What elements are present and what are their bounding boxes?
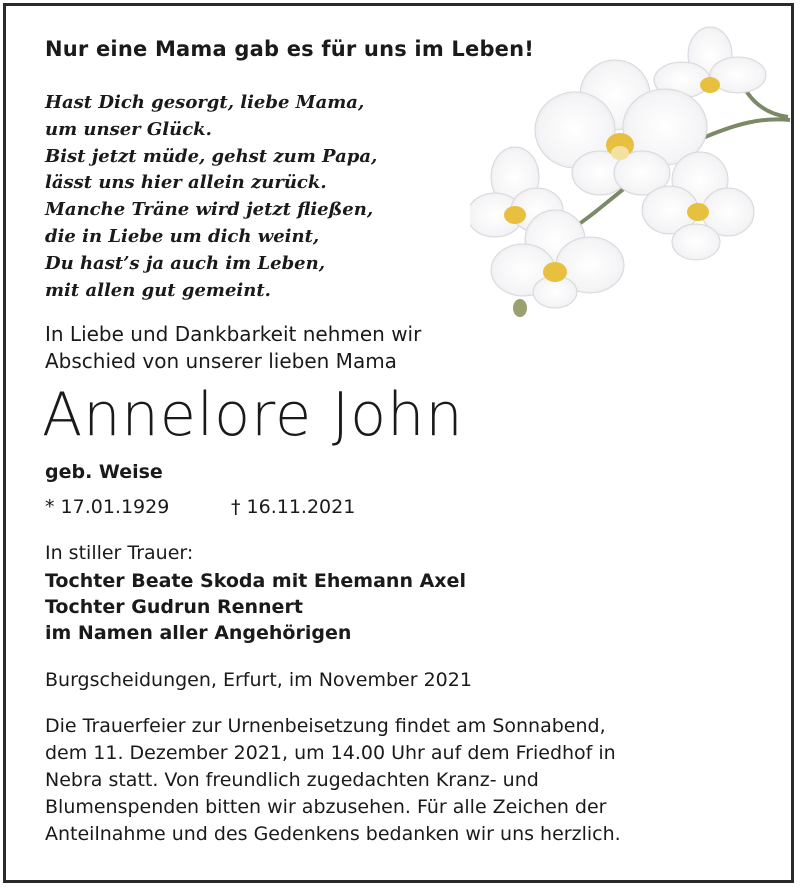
notice-line: Die Trauerfeier zur Urnenbeisetzung findet am Sonnabend,	[45, 715, 606, 737]
poem	[45, 90, 377, 304]
notice-line: dem 11. Dezember 2021, um 14.00 Uhr auf dem Friedhof in	[45, 742, 616, 764]
birth-date: * 17.01.1929	[45, 496, 170, 518]
poem-line: die in Liebe um dich weint,	[45, 225, 320, 247]
poem-line: lässt uns hier allein zurück.	[45, 172, 327, 194]
notice-line: Nebra statt. Von freundlich zugedachten Kranz- und	[45, 769, 539, 791]
place-date: Burgscheidungen, Erfurt, im November 2021	[45, 669, 472, 691]
white-orchid-icon	[470, 25, 795, 325]
mourning-label: In stiller Trauer:	[45, 542, 194, 564]
mourners-list	[45, 568, 466, 646]
poem-line: um unser Glück.	[45, 118, 212, 140]
notice-line: Blumenspenden bitten wir abzusehen. Für alle Zeichen der	[45, 796, 607, 818]
mourner: Tochter Gudrun Rennert	[45, 596, 303, 618]
poem-line: Bist jetzt müde, gehst zum Papa,	[45, 145, 378, 167]
poem-line: Du hast’s ja auch im Leben,	[45, 252, 325, 274]
intro-text	[45, 321, 421, 375]
notice-line: Anteilnahme und des Gedenkens bedanken wir uns herzlich.	[45, 823, 621, 845]
death-date: † 16.11.2021	[231, 496, 356, 518]
intro-line: In Liebe und Dankbarkeit nehmen wir	[45, 322, 422, 346]
poem-line: mit allen gut gemeint.	[45, 279, 271, 301]
mourner: Tochter Beate Skoda mit Ehemann Axel	[45, 570, 466, 592]
mourner: im Namen aller Angehörigen	[45, 622, 352, 644]
maiden-name: geb. Weise	[45, 461, 163, 483]
deceased-name: Annelore John	[42, 380, 464, 450]
poem-line: Manche Träne wird jetzt fließen,	[45, 199, 374, 221]
headline: Nur eine Mama gab es für uns im Leben!	[45, 37, 535, 61]
funeral-notice	[45, 713, 755, 848]
intro-line: Abschied von unserer lieben Mama	[45, 349, 397, 373]
poem-line: Hast Dich gesorgt, liebe Mama,	[45, 92, 365, 113]
